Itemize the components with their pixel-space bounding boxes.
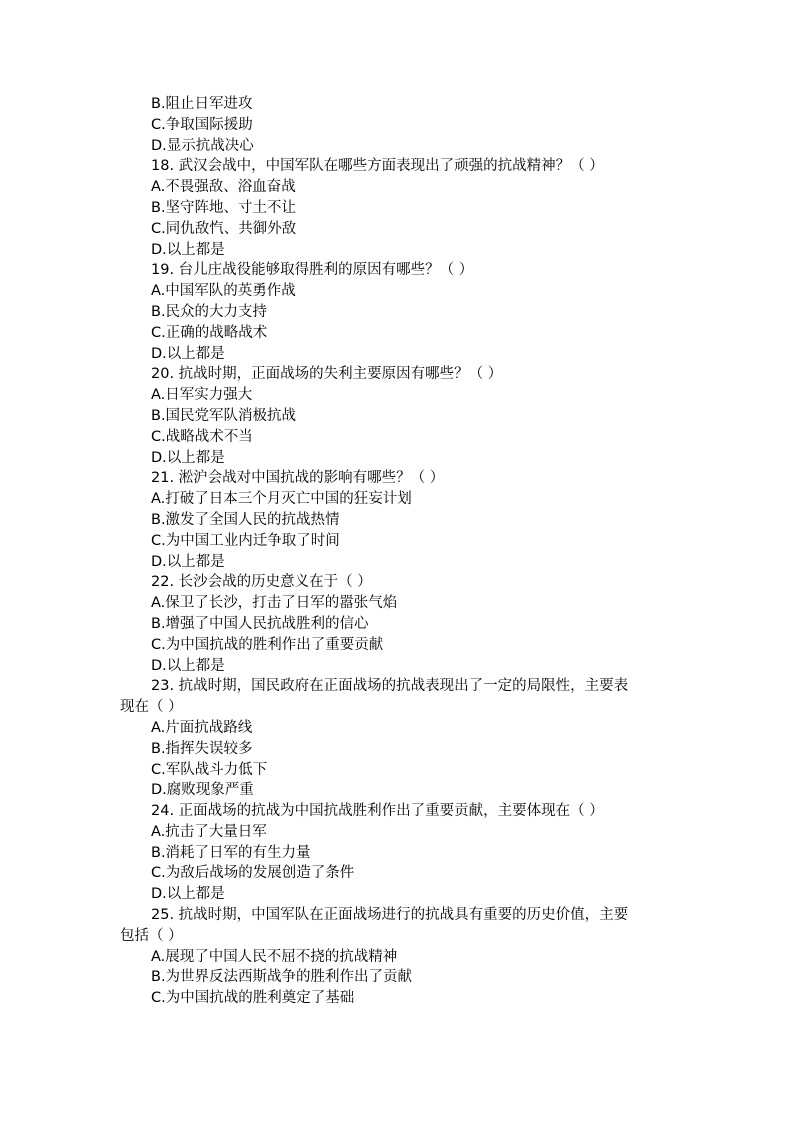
question-text: 18. 武汉会战中，中国军队在哪些方面表现出了顽强的抗战精神？（ ） [151,158,604,175]
option-line: C.战略战术不当 [151,428,253,445]
option-line: C.为敌后战场的发展创造了条件 [151,865,355,882]
option-line: B.为世界反法西斯战争的胜利作出了贡献 [151,969,413,986]
option-line: A.保卫了长沙，打击了日军的嚣张气焰 [151,595,398,612]
question-text: 21. 淞沪会战对中国抗战的影响有哪些？（ ） [151,470,445,487]
option-line: D.以上都是 [151,241,225,258]
option-line: D.以上都是 [151,449,225,466]
option-line: D.以上都是 [151,553,225,570]
option-line: B.消耗了日军的有生力量 [151,844,311,861]
option-line: A.展现了中国人民不屈不挠的抗战精神 [151,948,398,965]
option-line: C.正确的战略战术 [151,324,268,341]
document-page [0,94,794,1009]
option-line: D.显示抗战决心 [151,137,254,154]
option-line: C.同仇敌忾、共御外敌 [151,220,297,237]
option-line: C.军队战斗力低下 [151,761,268,778]
question-text: 19. 台儿庄战役能够取得胜利的原因有哪些？（ ） [151,262,474,279]
option-line: C.为中国抗战的胜利作出了重要贡献 [151,636,384,653]
option-line: B.民众的大力支持 [151,303,268,320]
option-line: A.打破了日本三个月灭亡中国的狂妄计划 [151,491,412,508]
option-line: A.不畏强敌、浴血奋战 [151,179,296,196]
question-list [0,94,794,1009]
option-line: A.抗击了大量日军 [151,823,267,840]
option-line: B.国民党军队消极抗战 [151,407,297,424]
option-line: A.日军实力强大 [151,387,253,404]
option-line: C.为中国抗战的胜利奠定了基础 [151,990,355,1007]
option-line: D.以上都是 [151,345,225,362]
option-line: B.增强了中国人民抗战胜利的信心 [151,615,369,632]
option-line: B.阻止日军进攻 [151,96,253,112]
question-text-continuation: 现在（ ） [120,699,183,716]
option-line: B.激发了全国人民的抗战热情 [151,511,340,528]
question-text-continuation: 包括（ ） [120,927,183,944]
option-line: B.指挥失误较多 [151,740,253,757]
option-line: B.坚守阵地、寸土不让 [151,199,297,216]
option-line: D.以上都是 [151,657,225,674]
question-text: 23. 抗战时期，国民政府在正面战场的抗战表现出了一定的局限性，主要表 [151,678,629,695]
question-text: 20. 抗战时期，正面战场的失利主要原因有哪些？（ ） [151,366,503,383]
option-line: A.中国军队的英勇作战 [151,283,296,300]
question-text: 24. 正面战场的抗战为中国抗战胜利作出了重要贡献，主要体现在（ ） [151,803,604,820]
option-line: D.以上都是 [151,886,225,903]
question-text: 22. 长沙会战的历史意义在于（ ） [151,574,372,591]
option-line: A.片面抗战路线 [151,719,253,736]
option-line: C.为中国工业内迁争取了时间 [151,532,340,549]
option-line: C.争取国际援助 [151,116,253,133]
question-text: 25. 抗战时期，中国军队在正面战场进行的抗战具有重要的历史价值，主要 [151,907,629,924]
option-line: D.腐败现象严重 [151,782,254,799]
